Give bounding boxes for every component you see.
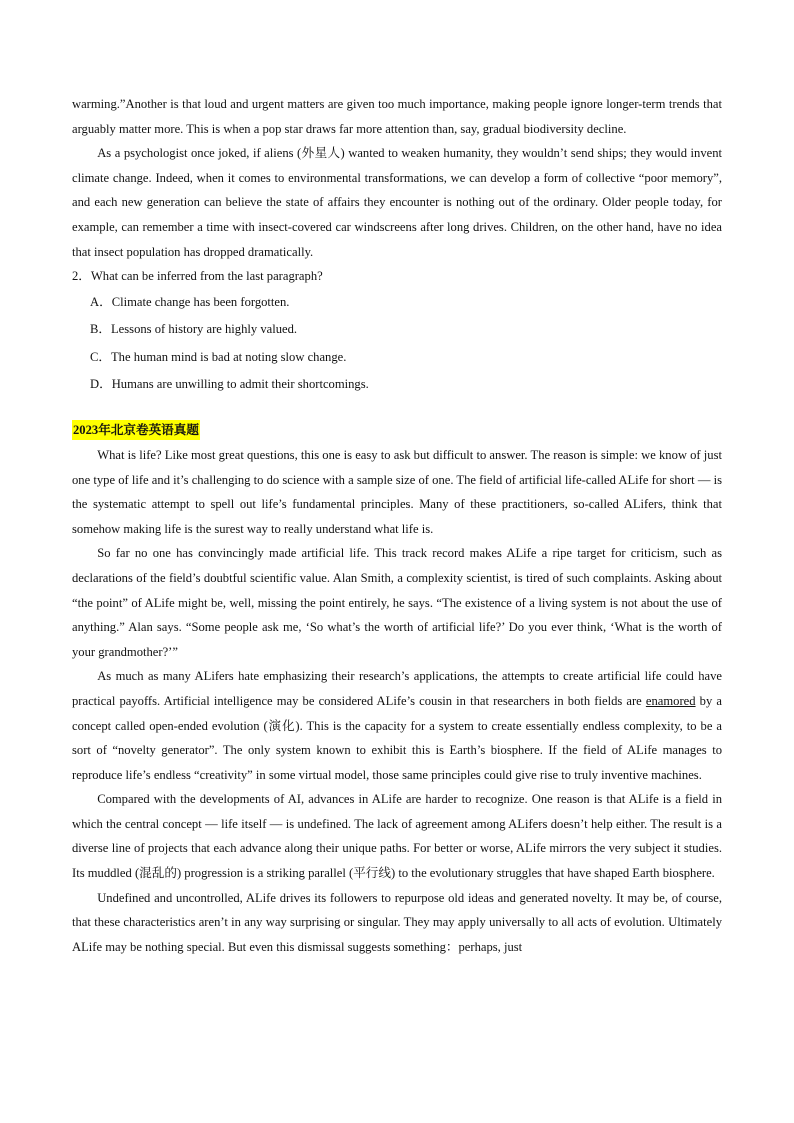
paragraph-compared-ai: Compared with the developments of AI, advances in ALife are harder to recognize. One reason is that ALife is a field in which the central concept — life itself — is undefined. The lack of agreement among ALifers doesn’t help either. The result is a diverse line of projects that each advance along their unique paths. For better or worse, ALife mirrors the very subject it studies. Its muddled (混乱的) progression is a striking parallel (平行线) to the evolutionary struggles that have shaped Earth biosphere. (72, 792, 722, 881)
document-page (72, 92, 722, 959)
applications-text-start: As much as many ALifers hate emphasizing their research’s applications, the attempts to create artificial life could have practical payoffs. Artificial intelligence may be considered ALife’s cousin in that researchers in both fields are (72, 669, 722, 708)
paragraph-what-is-life: What is life? Like most great questions, this one is easy to ask but difficult to answer. The reason is simple: we know of just one type of life and it’s challenging to do science with a sample size of one. The field of artificial life-called ALife for short — is the systematic attempt to spell out life’s fundamental principles. Many of these practitioners, so-called ALifers, think that somehow making life is the surest way to really understand what life is. (72, 447, 722, 536)
section-title: 2023年北京卷英语真题 (72, 420, 200, 440)
option-b[interactable]: B．Lessons of history are highly valued. (90, 322, 298, 337)
paragraph-psychologist: As a psychologist once joked, if aliens (外星人) wanted to weaken humanity, they wouldn’t send ships; they would invent climate change. Indeed, when it comes to environmental transformations, we can develop a form of collective “poor memory”, and each new generation can believe the state of affairs they encounter is nothing out of the ordinary. Older people today, for example, can remember a time with insect-covered car windscreens after long drives. Children, on the other hand, have no idea that insect population has dropped dramatically. (72, 146, 722, 259)
paragraph-track-record: So far no one has convincingly made artificial life. This track record makes ALife a ripe target for criticism, such as declarations of the field’s doubtful scientific value. Alan Smith, a complexity scientist, is tired of such complaints. Asking about “the point” of ALife might be, well, missing the point entirely, he says. “The existence of a living system is not about the use of anything.” Alan says. “Some people ask me, ‘So what’s the worth of artificial life?’ Do you ever think, ‘What is the worth of your grandmother?’” (72, 546, 722, 659)
underlined-word: enamored (645, 693, 696, 708)
option-d[interactable]: D．Humans are unwilling to admit their shortcomings. (90, 376, 369, 391)
paragraph-applications (72, 664, 722, 787)
paragraph-warming: warming.”Another is that loud and urgent matters are given too much importance, making people ignore longer-term trends that arguably matter more. This is when a pop star draws far more attention than, say, gradual biodiversity decline. (72, 97, 722, 136)
question-stem: 2．What can be inferred from the last paragraph? (72, 269, 323, 284)
option-a[interactable]: A．Climate change has been forgotten. (90, 294, 290, 309)
option-c[interactable]: C．The human mind is bad at noting slow change. (90, 349, 347, 364)
applications-text-end: by a concept called open-ended evolution (演化). This is the capacity for a system to create essentially endless complexity, to be a sort of “novelty generator”. The only system known to exhibit this is Earth’s biosphere. If the field of ALife manages to reproduce life’s endless “creativity” in some virtual model, those same principles could give rise to truly inventive machines. (72, 693, 722, 782)
paragraph-undefined: Undefined and uncontrolled, ALife drives its followers to repurpose old ideas and generated novelty. It may be, of course, that these characteristics aren’t in any way surprising or singular. They may apply universally to all acts of evolution. Ultimately ALife may be nothing special. But even this dismissal suggests something：perhaps, just (72, 890, 722, 954)
